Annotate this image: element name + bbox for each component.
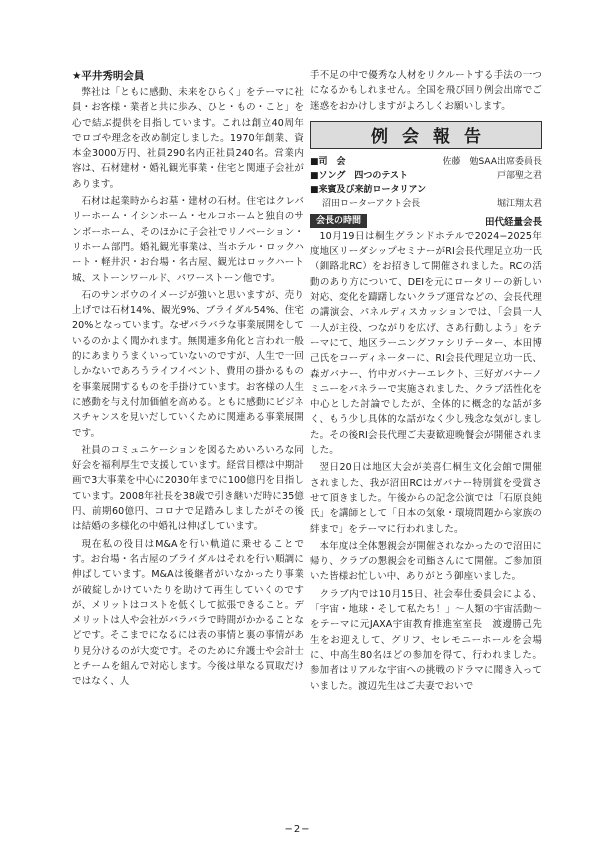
- member-paragraph-1: 弊社は「ともに感動、未来をひらく」をテーマに社員・お客様・業者と共に歩み、ひと・もの・こと」を心で結ぶ提供を目指しています。これは創立40周年でロゴや理念を改め制定しました。1970年創業、資本金3000万円、社員290名内正社員240名。営業内容は、石材建材・婚礼観光事業・住宅と関連子会社があります。: [72, 87, 304, 190]
- program-label: ■ソング 四つのテスト: [310, 170, 408, 181]
- report-title-box: [310, 121, 542, 149]
- member-paragraph-4: 社員のコミュニケーションを図るためいろいろな同好会を福利厚生で支援しています。経営目標は中期計画で3大事業を中心に2030年までに100億円を目指しています。2008年社長を38歳で引き継いだ時に35億円、前期60億円、コロナで足踏みしましたがその後は結婚の多様化の中婚礼は伸ばしています。: [72, 444, 304, 533]
- president-time-header: [310, 214, 542, 228]
- president-paragraph-2: 翌日20日は地区大会が美喜仁桐生文化会館で開催されました、我が沼田RCはガバナー特別賞を受賞させて頂きました。午後からの記念公演では「石原良純氏」を講師として「日本の気象・環境問題から家族の絆まで」をテーマに行われました。: [310, 462, 542, 535]
- president-paragraph-1: 10月19日は桐生グランドホテルで2024−2025年度地区リーダシップセミナーがRI会長代理足立功一氏（釧路北RC）をお招きして開催されました。RCの活動のあり方について、DEIを元にロータリーの新しい対応、変化を躊躇しないクラブ運営などの、会長代理の講演会、パネルディスカッションでは、「会員一人一人が主役、つながりを広げ、さあ行動しよう」をテーマにて、地区ラーニングファシリテーター、本田博己氏をコーディネーターに、RI会長代理足立功一氏、森ガバナー、竹中ガバナーエレクト、三好ガバナーノミニーをパネラーで実施されました、クラブ活性化を中心とした討論でしたが、全体的に概念的な話が多く、もう少し具体的な話がなく少し残念な気がしました。その後RI会長代理ご夫妻歓迎晩餐会が開催されました。: [310, 230, 542, 457]
- member-paragraph-3: 石のサンボウのイメージが強いと思いますが、売り上げでは石材14%、観光9%、ブライダル54%、住宅20%となっています。なぜバラバラな事業展開をしているのかよく聞かれます。無関連多角化と言われ一般的にあまりうまくいっていないのですが、人生で一回しかないであろうライフイベント、費用の掛かるものを事業展開するものを手掛けています。お客様の人生に感動を与え付加価値を高める。ともに感動にビジネスチャンスを見いだしていくために関連ある事業展開です。: [72, 289, 304, 439]
- member-paragraph-5: 現在私の役目はM&Aを行い軌道に乗せることです。お台場・名古屋のブライダルはそれを行い順調に伸ばしています。M&Aは後継者がいなかったり事業が破綻しかけていたりを助けて再生していくのですが、メリットはコストを低くして拡張できること。デメリットは人や会社がバラバラで時間がかかることなどです。そこまでになるには表の事情と裏の事情があり見分けるのが大変です。そのために弁護士や会計士とチームを組んで対応します。今後は単なる買取だけではなく、人: [72, 538, 304, 688]
- left-column: [72, 68, 304, 692]
- guest-title: 沼田ローターアクト会長: [322, 198, 421, 209]
- program-person: 戸部聖之君: [496, 170, 542, 181]
- president-paragraph-3: 本年度は全体懇親会が開催されなかったので沼田に帰り、クラブの懇親会を司鮨さんにて開催。ご参加頂いた皆様お忙しい中、ありがとう御座いました。: [310, 540, 542, 583]
- member-heading: ★平井秀明会員: [72, 70, 145, 82]
- page-number: −2−: [284, 824, 311, 835]
- right-column: [310, 68, 542, 696]
- program-row-guest-detail: [310, 197, 542, 211]
- president-paragraph-4: クラブ内では10月15日、社会奉仕委員会による、「宇宙・地球・そして私たち！」〜人類の宇宙活動〜をテーマに元JAXA宇宙教育推進室室長 渡邊勝己先生をお迎えして、グリフ、セレモニーホールを会場に、中高生80名ほどの参加を得て、行われました。参加者はリアルな宇宙への挑戦のドラマに聞き入っていました。渡辺先生はご夫妻でおいで: [310, 588, 542, 692]
- program-row-mc: [310, 155, 542, 169]
- program-label: ■来賓及び来訪ロータリアン: [310, 184, 427, 195]
- report-title: 例会報告: [371, 127, 495, 148]
- guest-name: 堀江翔太君: [496, 198, 542, 209]
- president-time-label: 会長の時間: [310, 214, 367, 228]
- program-row-song: [310, 169, 542, 183]
- member-continuation: 手不足の中で優秀な人材をリクルートする手法の一つになるかもしれません。全国を飛び回り例会出席でご迷惑をおかけしますがよろしくお願いします。: [310, 70, 542, 112]
- program-person: 佐藤 勉SAA出席委員長: [442, 156, 542, 167]
- president-time-speaker: 田代経量会長: [484, 216, 542, 228]
- member-paragraph-2: 石材は起業時からお墓・建材の石材。住宅はクレバリーホーム・イシンホーム・セルコホームと独自のサンボーホーム、そのほかに子会社でリノベーション・リホーム部門。婚礼観光事業は、当ホテル・ロックハート・軽井沢・お台場・名古屋、観光はロックハート城、ストーンワールド、パワーストーン他です。: [72, 196, 304, 284]
- program-label: ■司 会: [310, 156, 346, 167]
- program-row-guests: [310, 183, 542, 197]
